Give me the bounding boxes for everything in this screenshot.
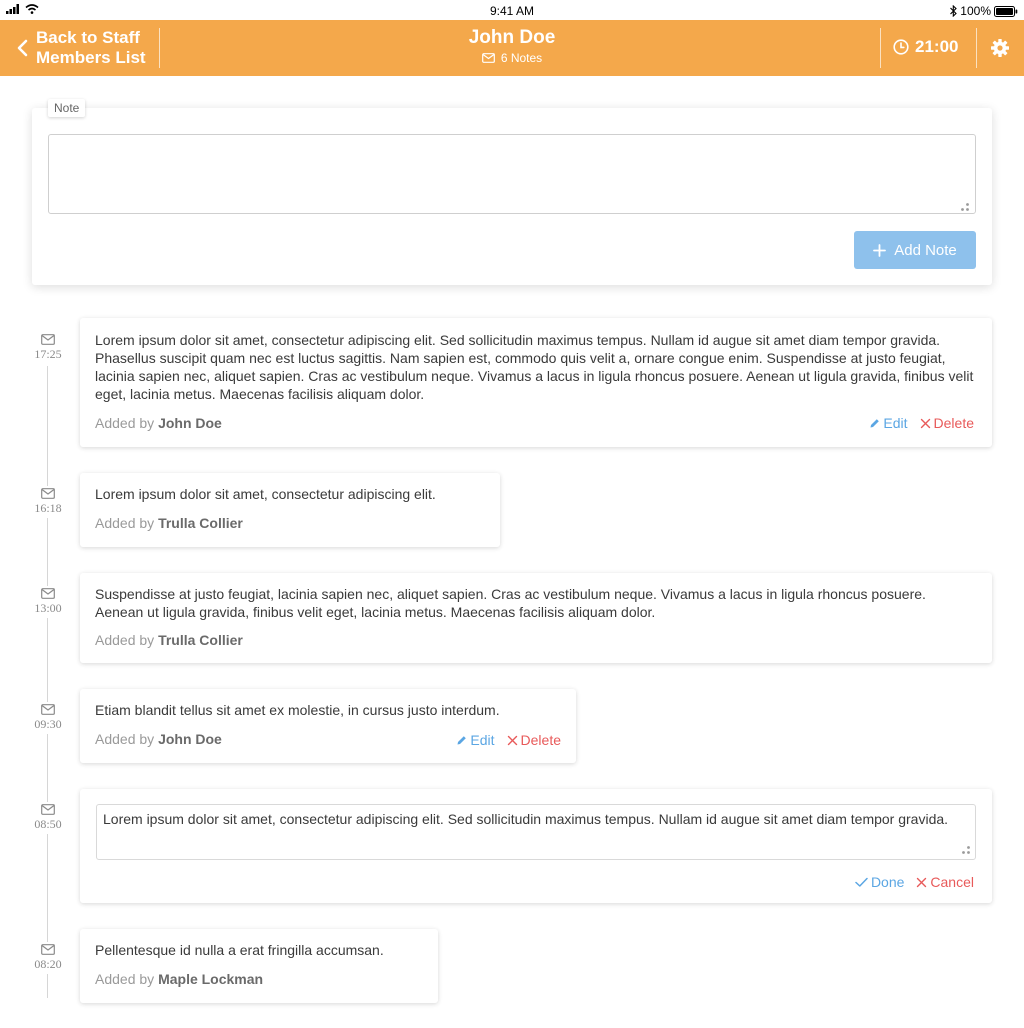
author-name: Trulla Collier bbox=[158, 632, 243, 648]
note-text: Etiam blandit tellus sit amet ex molestie, in cursus justo interdum. bbox=[95, 702, 500, 718]
note-time: 16:18 bbox=[34, 501, 62, 515]
note-card bbox=[80, 929, 438, 1003]
timeline-marker bbox=[28, 586, 68, 618]
header-bar bbox=[0, 20, 1024, 76]
cancel-button[interactable] bbox=[916, 874, 974, 890]
note-card bbox=[80, 689, 576, 763]
chevron-left-icon bbox=[14, 38, 32, 58]
note-text: Suspendisse at justo feugiat, lacinia sapien nec, aliquet sapien. Cras ac vestibulum neque. Vivamus a lacus in ligula rhoncus posuere. Aenean ut ligula gravida, finibus velit eget, lacinia metus. Maecenas facilisis aliquam dolor. bbox=[95, 586, 926, 620]
back-button[interactable] bbox=[14, 28, 152, 68]
author-name: John Doe bbox=[158, 415, 222, 431]
delete-label: Delete bbox=[933, 415, 974, 431]
author-name: John Doe bbox=[158, 731, 222, 747]
note-card bbox=[80, 473, 500, 547]
x-icon bbox=[920, 418, 931, 429]
add-note-label: Add Note bbox=[894, 241, 957, 259]
done-label: Done bbox=[870, 874, 905, 890]
note-text: Lorem ipsum dolor sit amet, consectetur adipiscing elit. bbox=[95, 486, 436, 502]
envelope-icon bbox=[41, 588, 55, 599]
notes-count bbox=[362, 51, 662, 65]
back-button-label: Back to Staff Members List bbox=[36, 28, 146, 67]
header-divider bbox=[976, 28, 977, 68]
note-time: 13:00 bbox=[34, 601, 62, 615]
added-by-label: Added by bbox=[95, 632, 155, 648]
note-card bbox=[80, 318, 992, 447]
timer-value: 21:00 bbox=[915, 37, 959, 56]
envelope-icon bbox=[41, 704, 55, 715]
staff-name: John Doe bbox=[468, 27, 556, 48]
delete-button[interactable] bbox=[507, 732, 561, 748]
note-author bbox=[95, 971, 263, 987]
cancel-label: Cancel bbox=[930, 874, 974, 890]
added-by-label: Added by bbox=[95, 731, 155, 747]
envelope-icon bbox=[482, 53, 495, 63]
note-card bbox=[80, 573, 992, 663]
timeline-marker bbox=[28, 702, 68, 734]
edit-label: Edit bbox=[883, 415, 908, 431]
timeline-marker bbox=[28, 802, 68, 834]
envelope-icon bbox=[41, 944, 55, 955]
bluetooth-icon bbox=[950, 5, 957, 17]
envelope-icon bbox=[41, 334, 55, 345]
note-text: Pellentesque id nulla a erat fringilla accumsan. bbox=[95, 942, 384, 958]
envelope-icon bbox=[41, 804, 55, 815]
note-edit-input[interactable] bbox=[96, 804, 976, 860]
x-icon bbox=[507, 735, 518, 746]
add-note-button[interactable] bbox=[854, 231, 976, 269]
note-time: 17:25 bbox=[34, 347, 62, 361]
note-author bbox=[95, 731, 222, 747]
header-title-block bbox=[362, 27, 662, 65]
status-bar-right bbox=[950, 4, 1018, 18]
note-time: 08:50 bbox=[34, 817, 62, 831]
battery-percent: 100% bbox=[960, 4, 991, 18]
status-time: 9:41 AM bbox=[489, 4, 535, 18]
note-text: Lorem ipsum dolor sit amet, consectetur adipiscing elit. Sed sollicitudin maximus tempus. Nullam id augue sit amet diam tempor gravida. Phasellus suscipit quam nec est luctus sagittis. Nam sapien est, commodo quis velit a, ornare congue enim. Suspendisse at justo feugiat, lacinia sapien nec, aliquet sapien. Cras ac vestibulum neque. Vivamus a lacus in ligula rhoncus posuere. Aenean ut ligula gravida, finibus velit eget, lacinia metus. Maecenas facilisis aliquam dolor. bbox=[95, 332, 974, 402]
delete-button[interactable] bbox=[920, 415, 974, 431]
delete-label: Delete bbox=[520, 732, 561, 748]
timer[interactable] bbox=[893, 37, 958, 57]
header-divider bbox=[880, 28, 881, 68]
author-name: Trulla Collier bbox=[158, 515, 243, 531]
edit-button[interactable] bbox=[456, 732, 494, 748]
gear-icon[interactable] bbox=[990, 38, 1010, 58]
done-button[interactable] bbox=[855, 874, 904, 890]
battery-icon bbox=[994, 6, 1018, 17]
plus-icon bbox=[873, 244, 886, 257]
note-author bbox=[95, 632, 243, 648]
author-name: Maple Lockman bbox=[158, 971, 264, 987]
note-composer bbox=[32, 101, 992, 285]
edit-button[interactable] bbox=[869, 415, 907, 431]
resize-handle-icon[interactable] bbox=[960, 202, 970, 212]
status-bar bbox=[0, 0, 1024, 20]
x-icon bbox=[916, 877, 927, 888]
added-by-label: Added by bbox=[95, 971, 155, 987]
note-actions bbox=[456, 732, 561, 748]
timeline-marker bbox=[28, 942, 68, 974]
check-icon bbox=[855, 877, 868, 888]
timeline-marker bbox=[28, 332, 68, 364]
pencil-icon bbox=[869, 418, 880, 429]
header-divider bbox=[159, 28, 160, 68]
notes-count-label: 6 Notes bbox=[500, 51, 543, 65]
pencil-icon bbox=[456, 735, 467, 746]
note-author bbox=[95, 415, 222, 431]
edit-label: Edit bbox=[470, 732, 495, 748]
note-card-editing bbox=[80, 789, 992, 903]
clock-icon bbox=[893, 39, 909, 55]
note-time: 09:30 bbox=[34, 717, 62, 731]
note-author bbox=[95, 515, 243, 531]
note-actions bbox=[869, 415, 974, 431]
note-time: 08:20 bbox=[34, 957, 62, 971]
added-by-label: Added by bbox=[95, 415, 155, 431]
added-by-label: Added by bbox=[95, 515, 155, 531]
note-input[interactable] bbox=[48, 134, 976, 214]
resize-handle-icon[interactable] bbox=[961, 845, 971, 855]
edit-actions bbox=[855, 874, 974, 890]
timeline-marker bbox=[28, 486, 68, 518]
note-field-label: Note bbox=[48, 99, 85, 117]
envelope-icon bbox=[41, 488, 55, 499]
timeline-line bbox=[47, 366, 48, 998]
